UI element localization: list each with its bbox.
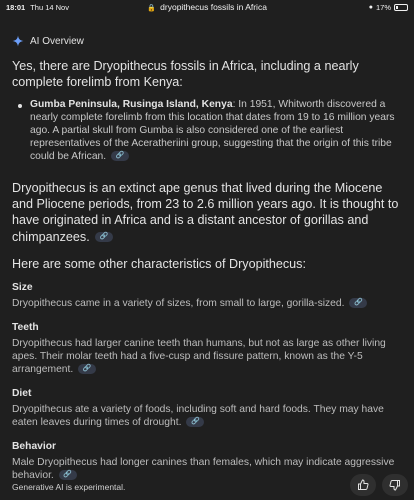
- bullet-bold-text: Gumba Peninsula, Rusinga Island, Kenya: [30, 99, 233, 111]
- section-text-body: Dryopithecus ate a variety of foods, including soft and hard foods. They may have eaten leaves during times of drought.: [12, 403, 384, 428]
- ai-overview-header: [12, 35, 84, 47]
- main-paragraph: [12, 180, 406, 245]
- link-icon[interactable]: 🔗: [78, 364, 96, 374]
- link-icon[interactable]: 🔗: [95, 232, 113, 242]
- address-bar[interactable]: [0, 2, 414, 12]
- overview-content: [12, 58, 406, 493]
- feedback-buttons: [350, 474, 408, 496]
- main-paragraph-text: Dryopithecus is an extinct ape genus that lived during the Miocene and Pliocene periods, from 23 to 2.6 million years ago. It is thought to have originated in Africa and is a distant ancestor of gorillas and chimpanzees.: [12, 180, 399, 244]
- battery-icon: [394, 4, 408, 11]
- section-text-body: Dryopithecus came in a variety of sizes, from small to large, gorilla-sized.: [12, 297, 345, 309]
- address-bar-url: dryopithecus fossils in Africa: [160, 2, 267, 12]
- status-time: 18:01: [6, 3, 26, 12]
- section-text: [12, 403, 406, 429]
- link-icon[interactable]: 🔗: [111, 151, 129, 161]
- bullet-text: : In 1951, Whitworth discovered a nearly complete forelimb from this location that dates from 19 to 16 million years ago. A partial skull from Gumba is also considered one of the earliest representatives of the Aceratheriini group, suggesting that the origin of this tribe could be African.: [30, 99, 395, 163]
- section-text: [12, 456, 406, 482]
- status-date: Thu 14 Nov: [30, 3, 69, 12]
- section-teeth: [12, 321, 406, 376]
- sparkle-icon: [12, 35, 24, 47]
- disclaimer-text: Generative AI is experimental.: [12, 482, 126, 492]
- thumbs-down-icon: [389, 479, 401, 491]
- bullet-dot: [18, 104, 22, 108]
- section-title: Behavior: [12, 440, 57, 452]
- section-title: Diet: [12, 387, 32, 399]
- section-behavior: [12, 440, 406, 482]
- intro-text: Yes, there are Dryopithecus fossils in Africa, including a nearly complete forelimb from Kenya:: [12, 59, 359, 90]
- section-title: Teeth: [12, 321, 39, 333]
- section-diet: [12, 387, 406, 429]
- wifi-icon: ●: [368, 4, 373, 11]
- section-text: [12, 337, 406, 376]
- characteristics-heading: Here are some other characteristics of Dryopithecus:: [12, 256, 306, 271]
- thumbs-up-button[interactable]: [350, 474, 376, 496]
- intro-paragraph: [12, 58, 406, 90]
- section-size: [12, 281, 406, 310]
- list-item: [12, 99, 406, 164]
- link-icon[interactable]: 🔗: [59, 470, 77, 480]
- section-text-body: Dryopithecus had larger canine teeth than humans, but not as large as other living apes. Their molar teeth had a five-cusp and fissure pattern, known as the Y-5 arrangement.: [12, 337, 386, 375]
- ai-overview-label: AI Overview: [30, 35, 84, 47]
- section-text: [12, 297, 406, 310]
- battery-percent: 17%: [375, 3, 391, 12]
- section-title: Size: [12, 281, 33, 293]
- thumbs-up-icon: [357, 479, 369, 491]
- status-bar: [0, 0, 414, 15]
- link-icon[interactable]: 🔗: [186, 417, 204, 427]
- status-right: [369, 3, 408, 12]
- link-icon[interactable]: 🔗: [349, 298, 367, 308]
- lock-icon: 🔒: [147, 5, 156, 12]
- thumbs-down-button[interactable]: [382, 474, 408, 496]
- section-text-body: Male Dryopithecus had longer canines than females, which may indicate aggressive behavior.: [12, 456, 395, 481]
